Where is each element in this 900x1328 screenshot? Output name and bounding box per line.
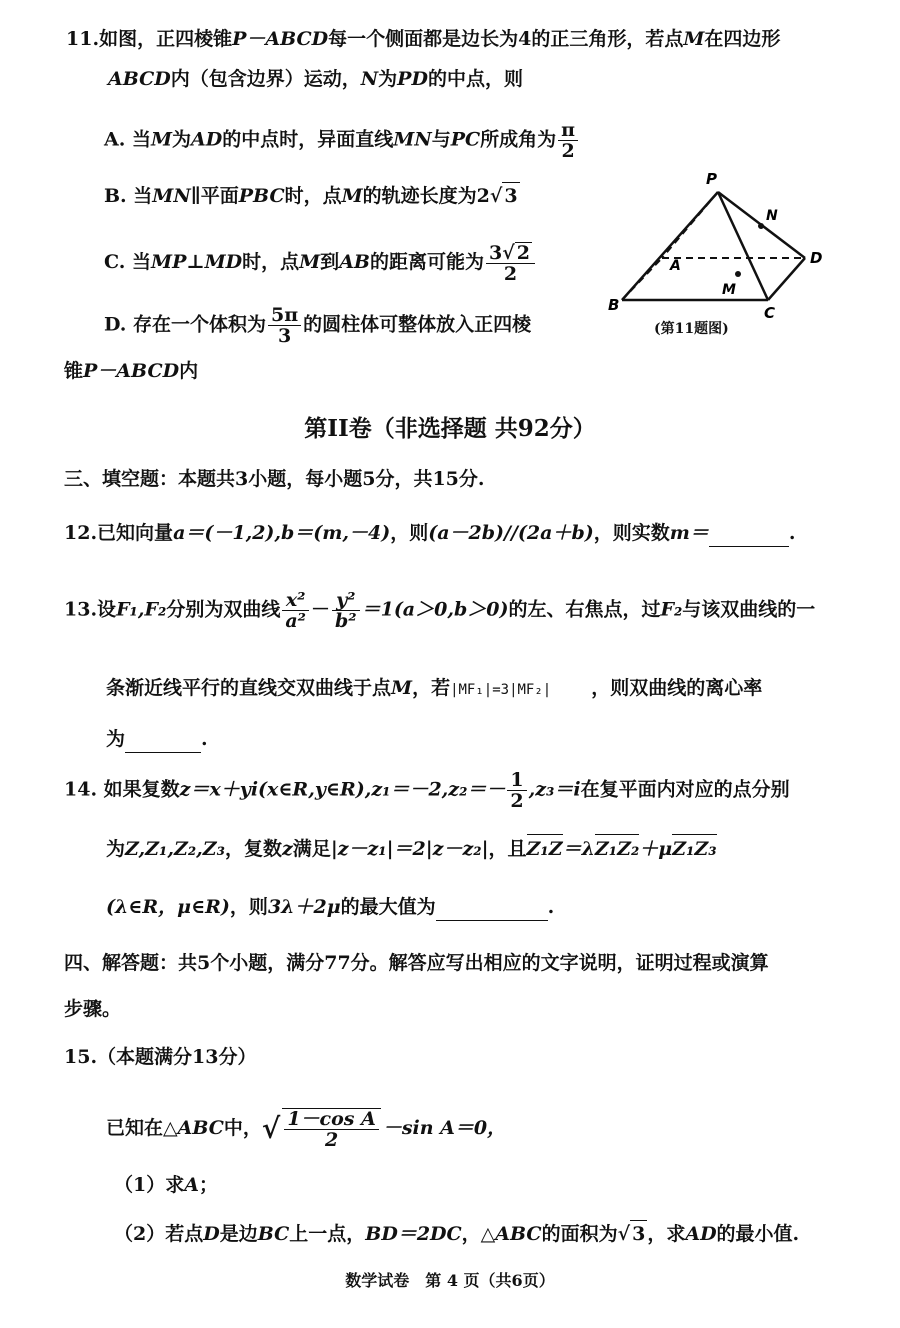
text: ； xyxy=(198,1174,218,1196)
section-3-heading: 三、填空题：本题共3小题，每小题5分，共15分. xyxy=(64,468,485,490)
q11-option-a xyxy=(104,120,580,161)
math: ,z₃＝i xyxy=(528,778,581,801)
math: M xyxy=(150,128,173,151)
fraction xyxy=(268,305,301,346)
q11-line2 xyxy=(108,66,523,92)
math: A xyxy=(184,1174,199,1196)
fraction xyxy=(507,770,526,811)
label-b: B xyxy=(608,296,620,314)
text: 内（包含边界）运动， xyxy=(170,68,361,90)
math: AD xyxy=(685,1223,717,1245)
text: D. 存在一个体积为 xyxy=(104,313,267,336)
math: a＝(－1,2),b＝(m,－4) xyxy=(173,522,391,544)
math: ＋μ xyxy=(639,838,673,860)
text: 锥 xyxy=(64,360,84,382)
math: BC xyxy=(257,1223,290,1245)
q13-line3 xyxy=(106,726,208,753)
numerator: x² xyxy=(282,590,309,611)
text: 与该双曲线的一 xyxy=(682,598,816,621)
text: 的距离可能为 xyxy=(370,251,485,273)
text: （2）若点 xyxy=(114,1223,204,1245)
math: P－ABCD xyxy=(232,28,329,50)
section-4-heading-cont: 步骤。 xyxy=(64,998,122,1020)
text: 上一点， xyxy=(289,1223,366,1245)
text: 每一个侧面都是边长为4的正三角形，若点 xyxy=(328,28,684,50)
numerator: 1－cos A xyxy=(284,1109,379,1130)
math: 3 xyxy=(502,182,519,209)
numerator: 3√ 2 xyxy=(486,242,535,264)
math: z＝x＋yi(x∈R,y∈R),z₁＝－2,z₂＝－ xyxy=(179,778,506,801)
text: 的中点时，异面直线 xyxy=(222,128,394,151)
q14-line2 xyxy=(106,834,717,862)
sqrt-sign: √ xyxy=(261,1112,281,1145)
math: N xyxy=(360,68,379,90)
text: ，复数 xyxy=(224,838,282,860)
math: AB xyxy=(339,251,370,273)
fraction xyxy=(282,590,309,631)
q15-header: 15.（本题满分13分） xyxy=(64,1046,257,1068)
section-4-heading: 四、解答题：共5个小题，满分77分。解答应写出相应的文字说明，证明过程或演算 xyxy=(64,952,769,974)
q15-part2: （2）若点D是边BC上一点，BD＝2DC，△ABC的面积为√ 3 ，求AD的最小值. xyxy=(114,1220,799,1247)
text: 的最大值为 xyxy=(340,896,436,918)
text: B. 当 xyxy=(104,185,153,207)
q15-condition xyxy=(106,1108,506,1150)
math: m＝ xyxy=(669,522,709,544)
vector: Z₁Z₃ xyxy=(672,834,716,862)
q13-line1 xyxy=(64,590,815,631)
vector: Z₁Z₂ xyxy=(595,834,639,862)
denominator: 2 xyxy=(324,1129,339,1151)
text: 内 xyxy=(179,360,199,382)
text: 13.设 xyxy=(64,598,117,621)
q11-option-b: B. 当MN∥平面PBC时，点M的轨迹长度为2√ 3 xyxy=(104,182,520,209)
fraction xyxy=(332,590,360,631)
math: |MF₁|=3|MF₂| xyxy=(450,682,552,698)
math: (λ∈R，μ∈R) xyxy=(106,896,230,918)
math: M xyxy=(299,251,321,273)
math: F₂ xyxy=(660,598,683,621)
text: 在四边形 xyxy=(704,28,781,50)
text: A. 当 xyxy=(104,128,151,151)
math: 3λ＋2μ xyxy=(267,896,341,918)
q11-option-d xyxy=(104,305,531,346)
q11-line1 xyxy=(66,26,780,52)
text: 的轨迹长度为 xyxy=(362,185,477,207)
label-p: P xyxy=(706,170,717,188)
text: 为 xyxy=(378,68,398,90)
text: （1）求 xyxy=(114,1174,185,1196)
denominator: 2 xyxy=(503,263,518,285)
denominator: a² xyxy=(285,610,306,632)
denominator: b² xyxy=(334,610,357,632)
math: ＝λ xyxy=(562,838,595,860)
math: |z－z₁|＝2|z－z₂| xyxy=(330,838,489,860)
q11-option-c xyxy=(104,242,537,284)
text: 的中点，则 xyxy=(427,68,523,90)
math: M xyxy=(341,185,363,207)
q12-line xyxy=(64,520,795,547)
fraction xyxy=(282,1108,381,1150)
math: △ABC xyxy=(480,1223,542,1245)
text: ，若 xyxy=(412,677,451,699)
denominator: 3 xyxy=(277,325,292,347)
figure-caption: (第11题图) xyxy=(654,321,729,337)
numerator: 1 xyxy=(507,770,526,791)
numerator: 5π xyxy=(268,305,301,326)
text: . xyxy=(788,522,796,544)
text: 到 xyxy=(320,251,340,273)
q14-line1 xyxy=(64,770,790,811)
pyramid-figure xyxy=(600,170,840,340)
text: 与 xyxy=(431,128,451,151)
math: AD xyxy=(191,128,223,151)
math: F₁,F₂ xyxy=(116,598,167,621)
answer-blank[interactable] xyxy=(125,726,201,753)
q15-part1 xyxy=(114,1172,218,1198)
text: 条渐近线平行的直线交双曲线于点 xyxy=(106,677,392,699)
text: . xyxy=(201,728,208,750)
text: C. 当 xyxy=(104,251,152,273)
math: PBC xyxy=(238,185,285,207)
numerator: π xyxy=(558,120,578,141)
text: ，求 xyxy=(647,1223,686,1245)
text: 已知在 xyxy=(106,1117,164,1139)
text: ，则实数 xyxy=(593,522,670,544)
text: 中， xyxy=(223,1117,262,1139)
question-number: 11. xyxy=(66,28,100,50)
text: 为 xyxy=(106,838,126,860)
math: ＝1(a＞0,b＞0) xyxy=(361,598,509,621)
section-title: 第II卷（非选择题 共92分） xyxy=(304,415,596,442)
text: 为 xyxy=(106,728,126,750)
numerator: y² xyxy=(332,590,360,611)
math: PD xyxy=(397,68,428,90)
q11-option-d-cont xyxy=(64,358,198,384)
math: (a－2b)//(2a＋b) xyxy=(428,522,594,544)
math: P－ABCD xyxy=(83,360,180,382)
text: 在复平面内对应的点分别 xyxy=(580,778,790,801)
text: ，则双曲线的离心率 xyxy=(591,677,763,699)
q13-line2 xyxy=(106,675,762,703)
label-m: M xyxy=(722,282,736,298)
text: ， xyxy=(461,1223,481,1245)
fraction xyxy=(486,242,535,284)
math: z xyxy=(282,838,293,860)
text: 时，点 xyxy=(242,251,300,273)
fraction xyxy=(558,120,578,161)
label-n: N xyxy=(766,208,778,224)
vector: Z₁Z xyxy=(527,834,563,862)
text: ∥平面 xyxy=(190,185,239,207)
page-footer: 数学试卷 第 4 页（共6页） xyxy=(345,1271,555,1290)
math: Z,Z₁,Z₂,Z₃ xyxy=(125,838,225,860)
math: 3 xyxy=(489,242,503,264)
text: 如图，正四棱锥 xyxy=(99,28,233,50)
text: 的圆柱体可整体放入正四棱 xyxy=(303,313,532,336)
math: 3 xyxy=(630,1220,647,1247)
q14-line3 xyxy=(106,894,554,921)
point-n xyxy=(758,223,764,229)
math: 2 xyxy=(476,185,490,207)
denominator: 2 xyxy=(510,790,524,812)
answer-blank[interactable] xyxy=(709,520,789,547)
math: BD＝2DC xyxy=(365,1223,462,1245)
text: ，且 xyxy=(488,838,527,860)
math: 2 xyxy=(516,242,530,264)
text: 为 xyxy=(172,128,192,151)
edge-cd xyxy=(768,258,805,300)
math: －sin A＝0， xyxy=(382,1117,507,1139)
math: MN xyxy=(393,128,432,151)
math: D xyxy=(203,1223,220,1245)
label-a: A xyxy=(670,258,681,274)
math: M xyxy=(391,677,413,699)
text: 12.已知向量 xyxy=(64,522,174,544)
math: PC xyxy=(450,128,481,151)
text: 的面积为 xyxy=(541,1223,618,1245)
answer-blank[interactable] xyxy=(436,894,548,921)
text: 的左、右焦点，过 xyxy=(508,598,661,621)
text: ，则 xyxy=(390,522,429,544)
edge-pb xyxy=(622,192,718,300)
label-c: C xyxy=(764,304,776,322)
text: 14. 如果复数 xyxy=(64,778,180,801)
text: 满足 xyxy=(292,838,331,860)
text: 所成角为 xyxy=(480,128,557,151)
math: MN xyxy=(152,185,191,207)
text: 的最小值. xyxy=(716,1223,800,1245)
text: 时，点 xyxy=(284,185,342,207)
text: ，则 xyxy=(229,896,268,918)
math: M xyxy=(683,28,705,50)
text: . xyxy=(547,896,555,918)
point-m xyxy=(735,271,741,277)
math: － xyxy=(310,598,330,621)
text: 分别为双曲线 xyxy=(166,598,281,621)
text: 是边 xyxy=(219,1223,258,1245)
math: MP⊥MD xyxy=(151,251,243,273)
label-d: D xyxy=(810,249,823,267)
math: △ABC xyxy=(163,1117,224,1139)
math: ABCD xyxy=(108,68,171,90)
denominator: 2 xyxy=(561,140,575,162)
